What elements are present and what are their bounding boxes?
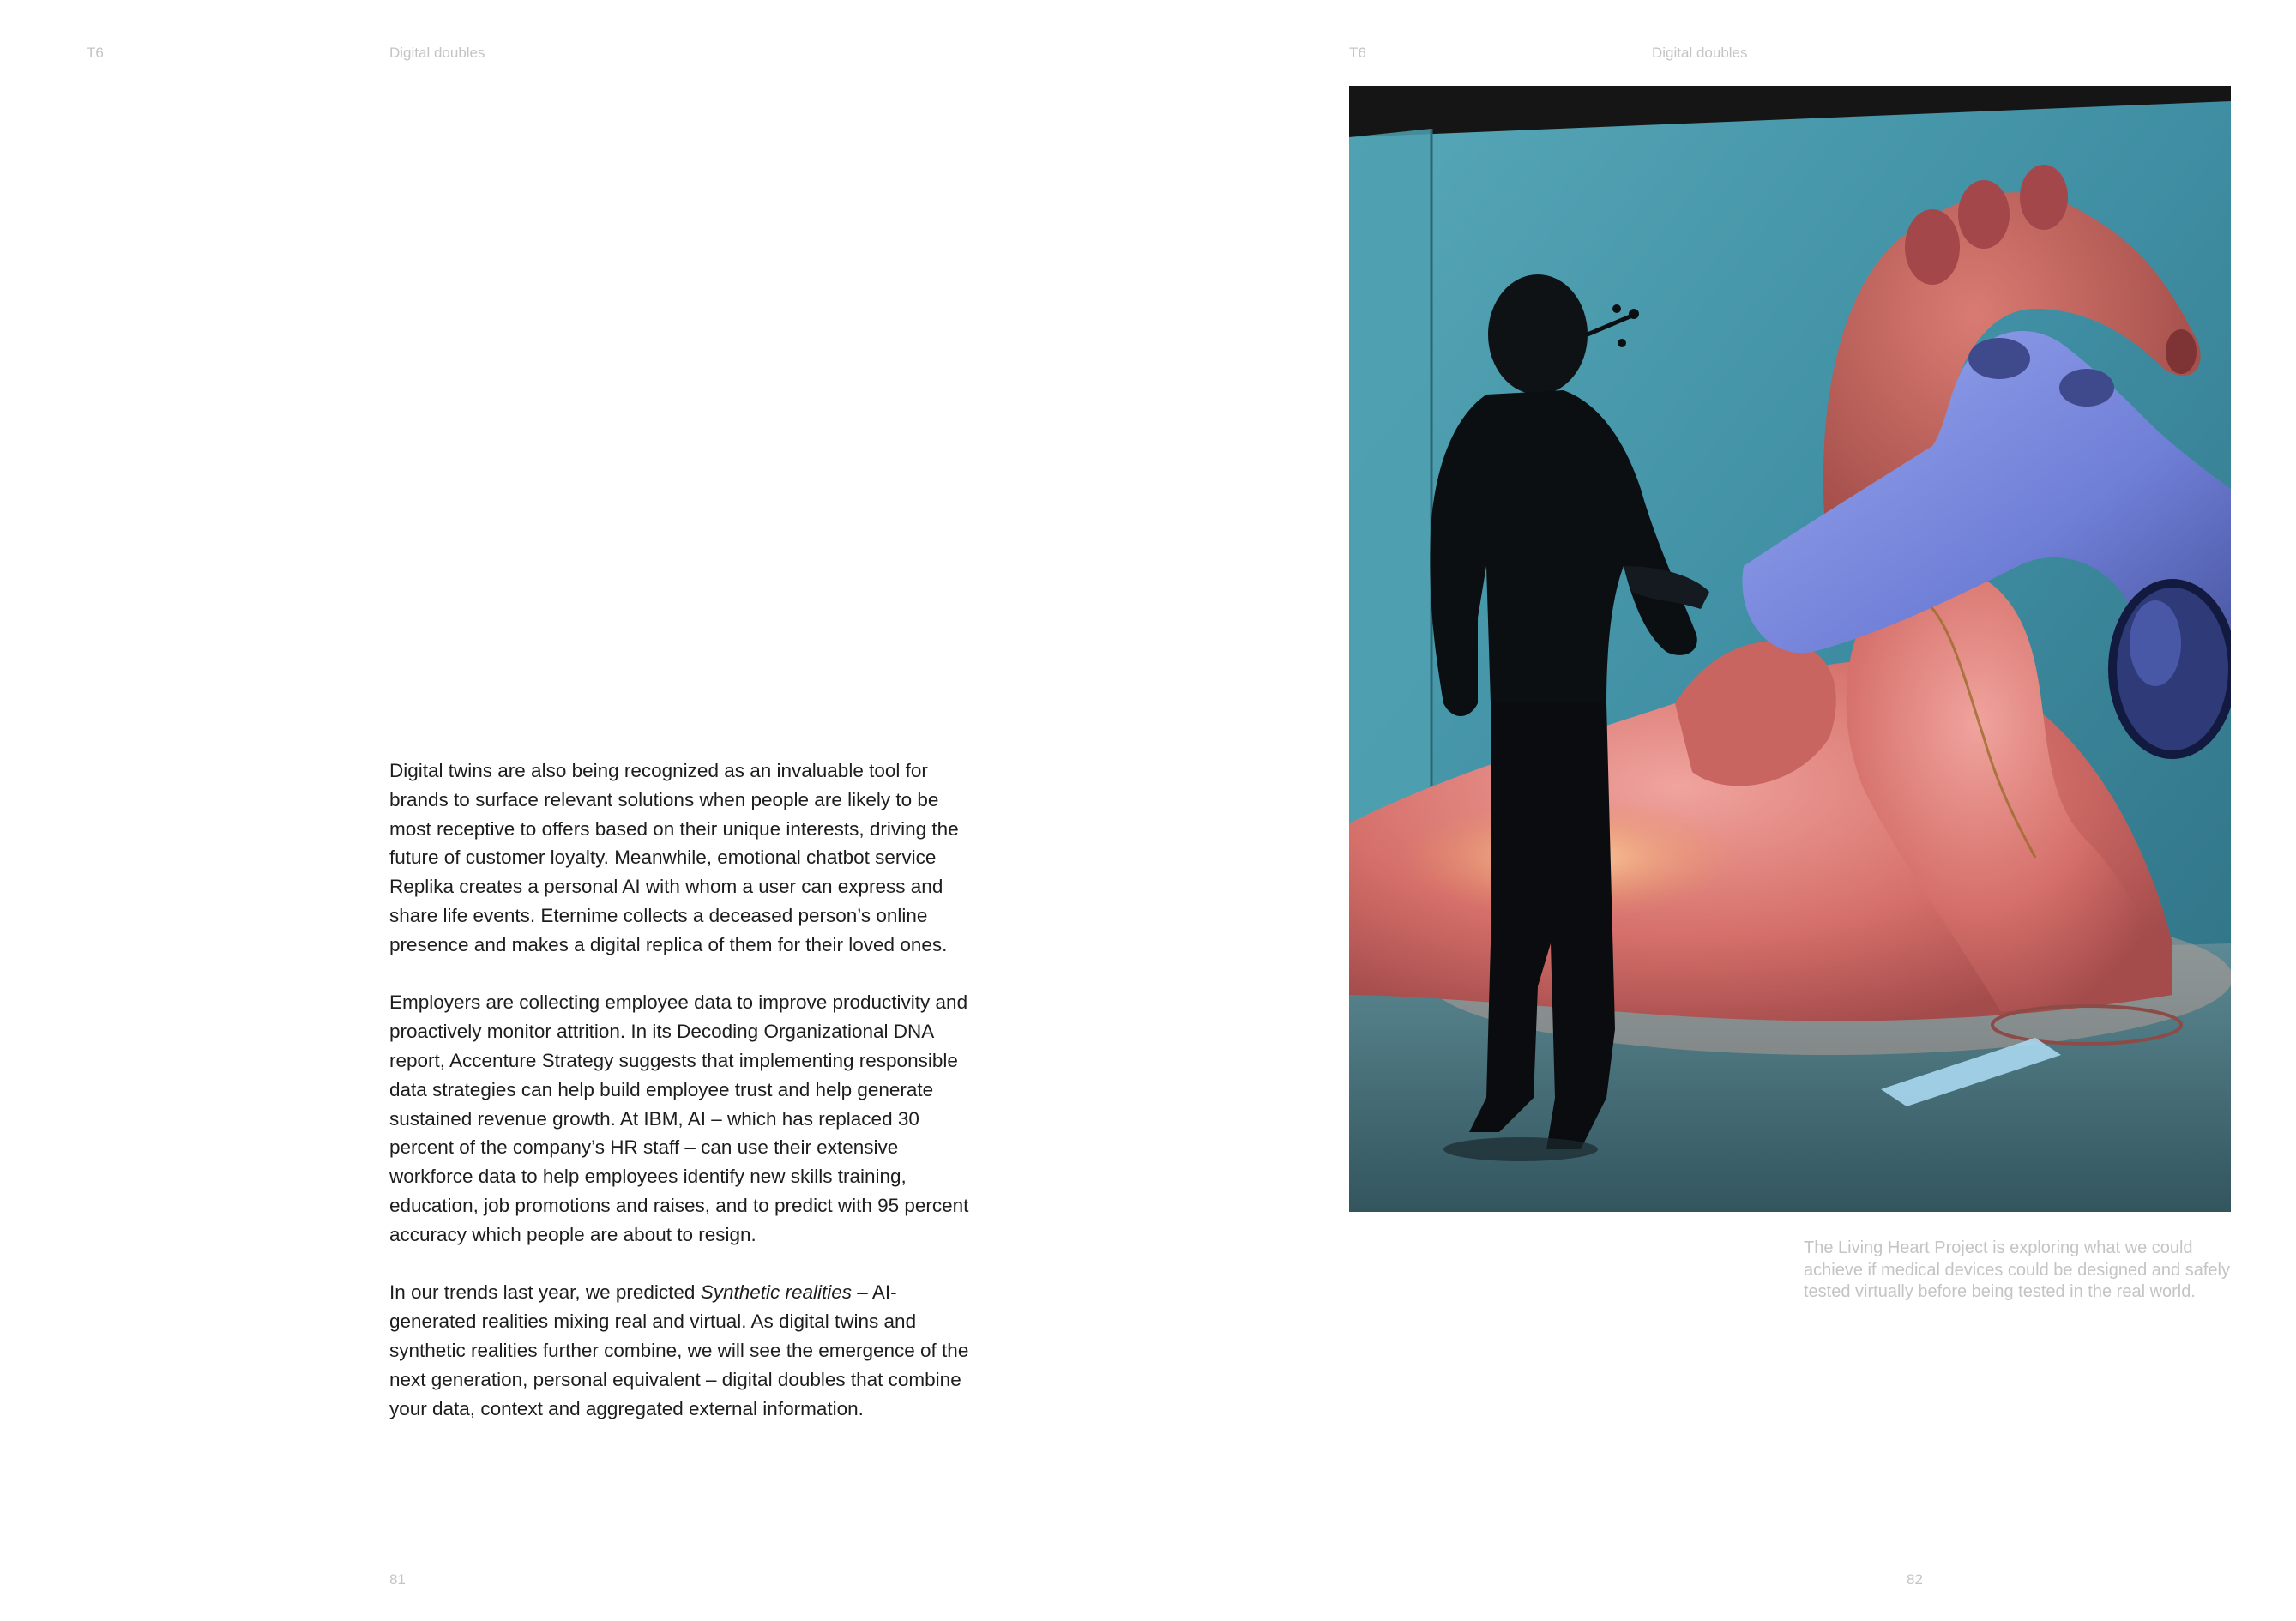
right-section-code: T6 bbox=[1349, 45, 1366, 61]
aorta-branch-3 bbox=[2020, 165, 2068, 230]
photo-caption: The Living Heart Project is exploring what we could achieve if medical devices could be designed and safely tested virtually before being tested in the real world. bbox=[1804, 1238, 2230, 1301]
paragraph-1: Digital twins are also being recognized as an invaluable tool for brands to surface relevant solutions when people are likely to be most receptive to offers based on their unique interests, driving the future of customer loyalty. Meanwhile, emotional chatbot service Replika creates a personal AI with whom a user can express and share life events. Eternime collects a deceased person’s online presence and makes a digital replica of them for their loved ones. bbox=[389, 760, 959, 955]
paragraph-3-rest: – AI-generated realities mixing real and virtual. As digital twins and synthetic realities further combine, we will see the emergence of the next generation, personal equivalent – digital doubles that combine your data, context and aggregated external information. bbox=[389, 1281, 969, 1419]
living-heart-illustration bbox=[1349, 86, 2231, 1212]
aorta-branch-1 bbox=[1905, 209, 1960, 285]
living-heart-photo bbox=[1349, 86, 2231, 1212]
right-section-title: Digital doubles bbox=[1652, 45, 1748, 61]
paragraph-2: Employers are collecting employee data to improve productivity and proactively monitor attrition. In its Decoding Organizational DNA report, Accenture Strategy suggests that implementing responsible data strategies can help build employee trust and help generate sustained revenue growth. At IBM, AI – which has replaced 30 percent of the company’s HR staff – can use their extensive workforce data to help employees identify new skills training, education, job promotions and raises, and to predict with 95 percent accuracy which people are about to resign. bbox=[389, 991, 969, 1245]
paragraph-3 bbox=[389, 1278, 981, 1423]
aorta-opening bbox=[2166, 329, 2197, 374]
right-page-number: 82 bbox=[1907, 1571, 1923, 1588]
paragraph-3-lead: In our trends last year, we predicted bbox=[389, 1281, 701, 1304]
pulmonary-opening-2 bbox=[2059, 369, 2114, 407]
left-section-title: Digital doubles bbox=[389, 45, 485, 61]
aorta-branch-2 bbox=[1958, 180, 2010, 249]
synthetic-realities-term: Synthetic realities bbox=[700, 1281, 853, 1304]
pulmonary-opening-1 bbox=[1968, 338, 2030, 379]
pulmonary-highlight bbox=[2130, 600, 2181, 686]
left-page-number: 81 bbox=[389, 1571, 406, 1588]
article-body bbox=[389, 756, 981, 1423]
left-section-code: T6 bbox=[87, 45, 104, 61]
